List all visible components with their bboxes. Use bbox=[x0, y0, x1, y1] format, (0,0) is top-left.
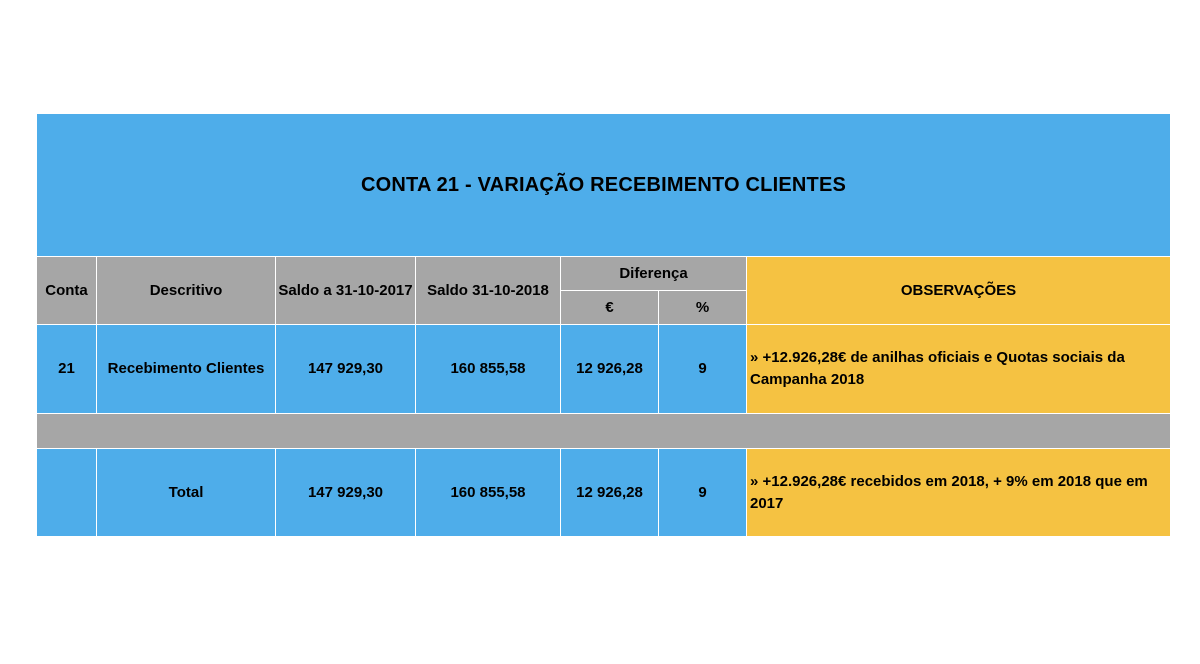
header-observacoes: OBSERVAÇÕES bbox=[747, 257, 1171, 325]
separator-cell bbox=[37, 414, 1171, 449]
account-variation-table bbox=[36, 113, 1171, 537]
table-row bbox=[37, 325, 1171, 414]
total-saldo-2017: 147 929,30 bbox=[276, 449, 416, 537]
header-diff-pct: % bbox=[659, 291, 747, 325]
title-row bbox=[37, 114, 1171, 257]
cell-conta: 21 bbox=[37, 325, 97, 414]
cell-observacoes: » +12.926,28€ de anilhas oficiais e Quotas sociais da Campanha 2018 bbox=[747, 325, 1171, 414]
header-saldo-2017: Saldo a 31-10-2017 bbox=[276, 257, 416, 325]
cell-diff-pct: 9 bbox=[659, 325, 747, 414]
cell-descritivo: Recebimento Clientes bbox=[97, 325, 276, 414]
cell-diff-eur: 12 926,28 bbox=[561, 325, 659, 414]
separator-row bbox=[37, 414, 1171, 449]
cell-saldo-2018: 160 855,58 bbox=[416, 325, 561, 414]
cell-saldo-2017: 147 929,30 bbox=[276, 325, 416, 414]
total-diff-eur: 12 926,28 bbox=[561, 449, 659, 537]
header-diff-eur: € bbox=[561, 291, 659, 325]
header-saldo-2018: Saldo 31-10-2018 bbox=[416, 257, 561, 325]
header-diferenca: Diferença bbox=[561, 257, 747, 291]
total-observacoes: » +12.926,28€ recebidos em 2018, + 9% em 2018 que em 2017 bbox=[747, 449, 1171, 537]
header-conta: Conta bbox=[37, 257, 97, 325]
header-descritivo: Descritivo bbox=[97, 257, 276, 325]
total-descritivo: Total bbox=[97, 449, 276, 537]
total-saldo-2018: 160 855,58 bbox=[416, 449, 561, 537]
header-row bbox=[37, 257, 1171, 291]
total-row bbox=[37, 449, 1171, 537]
total-conta bbox=[37, 449, 97, 537]
total-diff-pct: 9 bbox=[659, 449, 747, 537]
table-title: CONTA 21 - VARIAÇÃO RECEBIMENTO CLIENTES bbox=[37, 114, 1171, 257]
